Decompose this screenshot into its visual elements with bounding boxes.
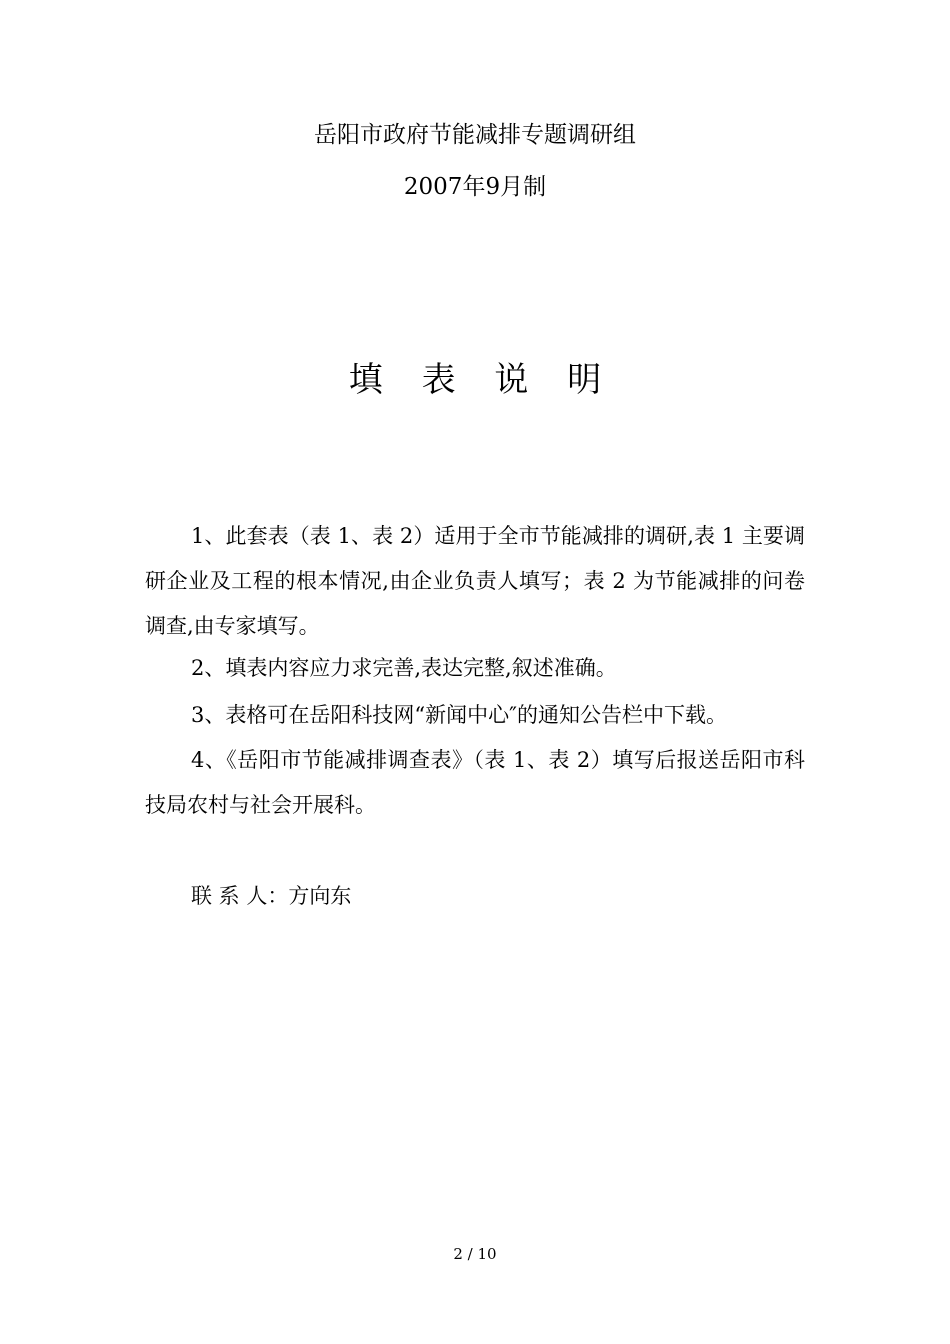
section-title: 填 表 说 明 bbox=[348, 360, 616, 400]
instruction-item-3: 3、表格可在岳阳科技网“新闻中心″的通知公告栏中下载。 bbox=[191, 703, 727, 727]
instruction-item-1: 1、此套表（表 1、表 2）适用于全市节能减排的调研,表 1 主要调研企业及工程的根本情况,由企业负责人填写；表 2 为节能减排的问卷调查,由专家填写。 bbox=[145, 524, 805, 638]
page-number: 2 / 10 bbox=[453, 1245, 497, 1263]
contact-person: 联 系 人：方向东 bbox=[191, 884, 352, 908]
instruction-item-2: 2、填表内容应力求完善,表达完整,叙述准确。 bbox=[191, 656, 617, 680]
organization-name: 岳阳市政府节能减排专题调研组 bbox=[314, 122, 636, 148]
made-date: 2007年9月制 bbox=[403, 174, 547, 200]
instruction-item-4: 4、《岳阳市节能减排调查表》（表 1、表 2）填写后报送岳阳市科技局农村与社会开展科。 bbox=[145, 748, 805, 817]
